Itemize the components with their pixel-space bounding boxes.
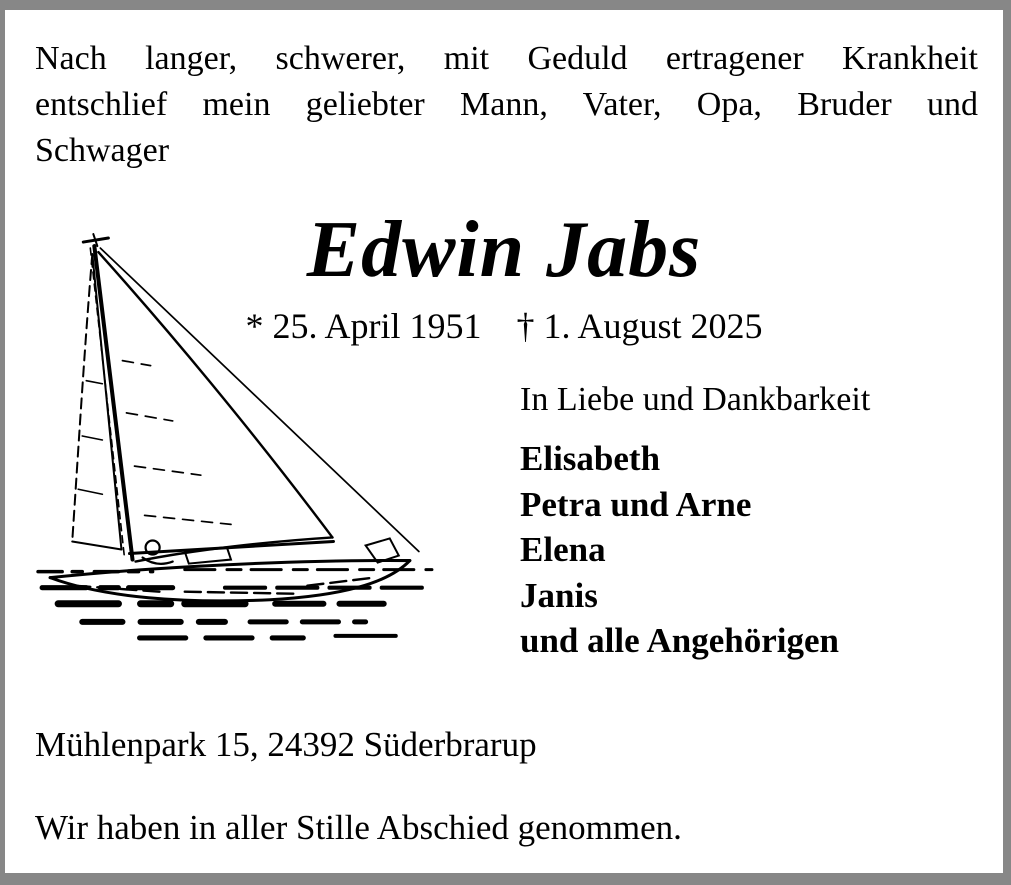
birth-date: * 25. April 1951 bbox=[245, 306, 482, 346]
mourner-name: Janis bbox=[520, 575, 598, 615]
intro-line-2: entschlief mein geliebter Mann, Vater, Opa, Bruder und bbox=[35, 86, 978, 123]
tribute-block bbox=[520, 378, 980, 664]
deceased-name: Edwin Jabs bbox=[306, 206, 702, 294]
intro-line-1: Nach langer, schwerer, mit Geduld ertragener Krankheit bbox=[35, 40, 978, 77]
mourner-name: Elena bbox=[520, 530, 606, 569]
mourner-name: Elisabeth bbox=[520, 439, 661, 478]
mourner-name: Petra und Arne bbox=[520, 484, 752, 524]
sailboat-illustration bbox=[33, 230, 437, 652]
mourner-name: und alle Angehörigen bbox=[520, 621, 839, 660]
mourners-list bbox=[520, 436, 980, 664]
closing-line: Wir haben in aller Stille Abschied genommen. bbox=[35, 808, 682, 847]
tribute-heading: In Liebe und Dankbarkeit bbox=[520, 381, 871, 418]
death-date: † 1. August 2025 bbox=[516, 306, 763, 346]
intro-paragraph bbox=[35, 36, 978, 174]
intro-line-3: Schwager bbox=[35, 132, 170, 169]
address-line: Mühlenpark 15, 24392 Süderbrarup bbox=[35, 725, 537, 764]
